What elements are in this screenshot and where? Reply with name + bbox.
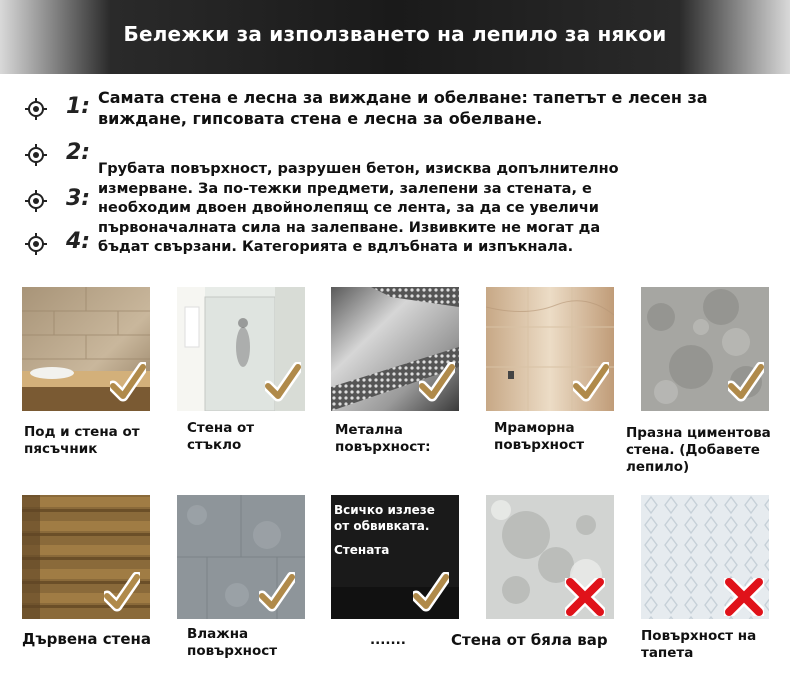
caption-wallpaper xyxy=(641,628,756,662)
cross-icon xyxy=(565,578,605,616)
tile-text-line: Всичко излезе xyxy=(334,503,435,517)
note-number: 4: xyxy=(66,229,91,254)
caption-line: Метална xyxy=(335,422,403,438)
caption-line: повърхност xyxy=(187,643,278,659)
note-1-line: Самата стена е лесна за виждане и обелване: тапетът е лесен за xyxy=(98,88,708,107)
caption-metal xyxy=(335,422,431,456)
note-1-line: виждане, гипсовата стена е лесна за обелване. xyxy=(98,109,543,128)
note-number: 2: xyxy=(66,140,91,165)
caption-line: повърхност xyxy=(494,437,585,453)
note-block-line: първоначалната сила на залепване. Извивките не могат да xyxy=(98,219,601,236)
caption-cement xyxy=(626,425,771,476)
caption-line: Дървена стена xyxy=(22,630,151,648)
caption-line: повърхност: xyxy=(335,439,431,455)
header-banner xyxy=(0,0,790,74)
page-title: Бележки за използването на лепило за някои xyxy=(123,22,667,46)
caption-dots xyxy=(370,632,406,649)
caption-line: стена. (Добавете xyxy=(626,442,760,458)
target-icon xyxy=(24,97,48,121)
caption-line: ....... xyxy=(370,632,406,648)
note-block-text xyxy=(98,160,619,258)
caption-line: Стена от xyxy=(187,420,255,436)
note-block-line: бъдат свързани. Категорията е вдлъбната и изпъкнала. xyxy=(98,239,574,255)
note-1-text xyxy=(98,87,708,129)
check-icon xyxy=(413,572,449,614)
check-icon xyxy=(259,572,295,614)
caption-wood xyxy=(22,631,151,648)
caption-marble xyxy=(494,420,584,454)
check-icon xyxy=(110,362,146,404)
target-icon xyxy=(24,189,48,213)
caption-line: лепило) xyxy=(626,459,690,475)
caption-line: Празна циментова xyxy=(626,425,771,441)
caption-line: Стена от бяла вар xyxy=(451,631,608,649)
check-icon xyxy=(728,362,764,404)
caption-glass xyxy=(187,420,254,454)
check-icon xyxy=(573,362,609,404)
note-number: 3: xyxy=(66,186,91,211)
target-icon xyxy=(24,143,48,167)
caption-line: Повърхност на xyxy=(641,628,757,644)
tile-text-line: Стената xyxy=(334,543,390,557)
caption-sandstone xyxy=(24,424,140,458)
tile-overlay-text xyxy=(334,502,435,558)
caption-line: Мраморна xyxy=(494,420,575,436)
check-icon xyxy=(104,572,140,614)
caption-line: Под и стена от xyxy=(24,424,140,440)
caption-whitewash xyxy=(451,632,608,649)
note-number: 1: xyxy=(66,94,91,119)
cross-icon xyxy=(724,578,764,616)
check-icon xyxy=(419,362,455,404)
tile-text-line: от обвивката. xyxy=(334,519,430,533)
caption-line: стъкло xyxy=(187,437,242,453)
check-icon xyxy=(265,362,301,404)
caption-line: тапета xyxy=(641,645,694,661)
caption-damp xyxy=(187,626,277,660)
caption-line: Влажна xyxy=(187,626,249,642)
note-block-line: необходим двоен двойнолепящ се лента, за да се увеличи xyxy=(98,200,599,216)
target-icon xyxy=(24,232,48,256)
note-block-line: Грубата повърхност, разрушен бетон, изисква допълнително xyxy=(98,161,619,177)
caption-line: пясъчник xyxy=(24,441,98,457)
note-block-line: измерване. За по-тежки предмети, залепени за стената, е xyxy=(98,180,592,197)
